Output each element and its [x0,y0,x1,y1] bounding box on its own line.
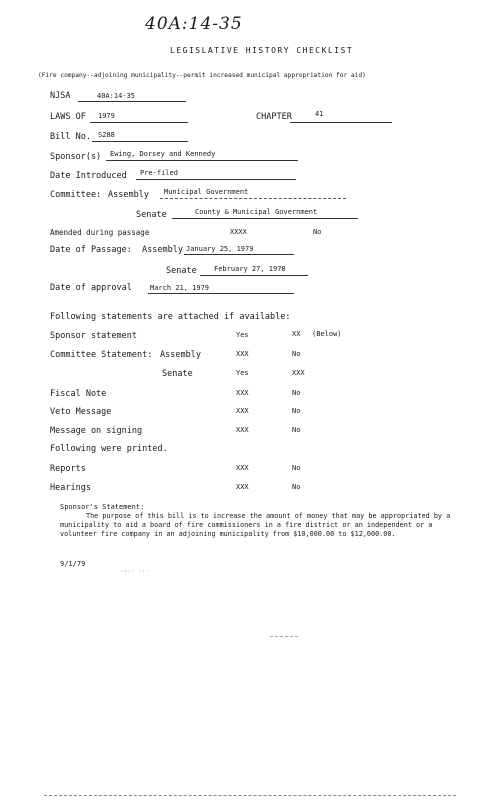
passage-label: Date of Passage: [50,245,132,255]
bill-number-label: Bill No. [50,132,91,142]
laws-of-label: LAWS OF [50,112,86,122]
passage-senate-value: February 27, 1978 [214,265,286,273]
printed-yes: XXX [236,483,249,491]
laws-of-underline [90,122,188,123]
bill-number-value: S288 [98,131,115,139]
committee-label: Committee: [50,190,102,200]
statement-note: (Below) [312,330,342,338]
statement-sub-label: Assembly [160,350,201,360]
amended-label: Amended during passage [50,228,150,237]
statement-yes: XXX [236,407,249,415]
approval-underline [148,293,294,294]
sponsor-label: Sponsor(s) [50,152,102,162]
passage-senate-label: Senate [166,266,197,276]
sponsor-underline [106,160,298,161]
statement-sub-label: Senate [162,369,193,379]
statement-label: Message on signing [50,426,143,436]
committee-assembly-label: Assembly [108,190,149,200]
statement-label: Veto Message [50,407,112,417]
statement-no: No [292,426,301,434]
document-subtitle: (Fire company--adjoining municipality--permit increased municipal appropriation for aid) [38,72,366,79]
chapter-underline [290,122,392,123]
printed-no: No [292,483,301,491]
printed-label: Hearings [50,483,91,493]
statement-yes: XXX [236,389,249,397]
statement-yes: Yes [236,331,249,339]
passage-assembly-underline [184,254,294,255]
passage-assembly-label: Assembly [142,245,183,255]
statement-yes: Yes [236,369,249,377]
passage-senate-underline [200,275,308,276]
statement-no: No [292,350,301,358]
statement-label: Fiscal Note [50,389,107,399]
amended-no: No [313,228,322,236]
statement-label: Sponsor statement [50,331,137,341]
chapter-label: CHAPTER [256,112,292,122]
passage-assembly-value: January 25, 1979 [186,245,254,253]
statement-no: XX [292,330,301,338]
committee-senate-value: County & Municipal Government [195,208,318,216]
handwritten-reference: 40A:14-35 [145,14,243,34]
committee-assembly-underline [160,198,346,199]
committee-senate-underline [172,218,358,219]
statements-intro: Following statements are attached if available: [50,312,291,322]
chapter-value: 41 [315,110,324,118]
bottom-dashed-line [44,795,456,796]
printed-yes: XXX [236,464,249,472]
statement-label: Committee Statement: [50,350,153,360]
printed-intro: Following were printed. [50,444,168,454]
njsa-underline [78,101,186,102]
laws-of-value: 1979 [98,112,115,120]
statement-yes: XXX [236,350,249,358]
njsa-label: NJSA [50,91,71,101]
printed-no: No [292,464,301,472]
sponsor-value: Ewing, Dorsey and Kennedy [110,150,216,158]
bill-number-underline [92,141,188,142]
approval-label: Date of approval [50,283,132,293]
njsa-value: 40A:14-35 [97,92,135,100]
amended-yes-mark: XXXX [230,228,247,236]
committee-senate-label: Senate [136,210,167,220]
committee-assembly-value: Municipal Government [164,188,249,196]
scan-mark [270,636,298,637]
date-introduced-label: Date Introduced [50,171,127,181]
statement-no: XXX [292,369,305,377]
sponsor-statement-text: The purpose of this bill is to increase the amount of money that may be appropriated by a municipality to aid a board of fire commissioners in a fire district or an independent or a volunteer fire company in an adjoining municipality from $10,000.00 to $12,000.00. [60,512,451,538]
footer-date: 9/1/79 [60,560,86,568]
approval-value: March 21, 1979 [150,284,210,292]
statement-yes: XXX [236,426,249,434]
printed-label: Reports [50,464,86,474]
date-introduced-underline [136,179,296,180]
statement-no: No [292,389,301,397]
document-title: LEGISLATIVE HISTORY CHECKLIST [170,46,354,55]
statement-no: No [292,407,301,415]
faint-marks: ·~·· ··· [120,568,149,575]
date-introduced-value: Pre-filed [140,169,178,177]
sponsor-statement-heading: Sponsor's Statement: [60,503,145,511]
